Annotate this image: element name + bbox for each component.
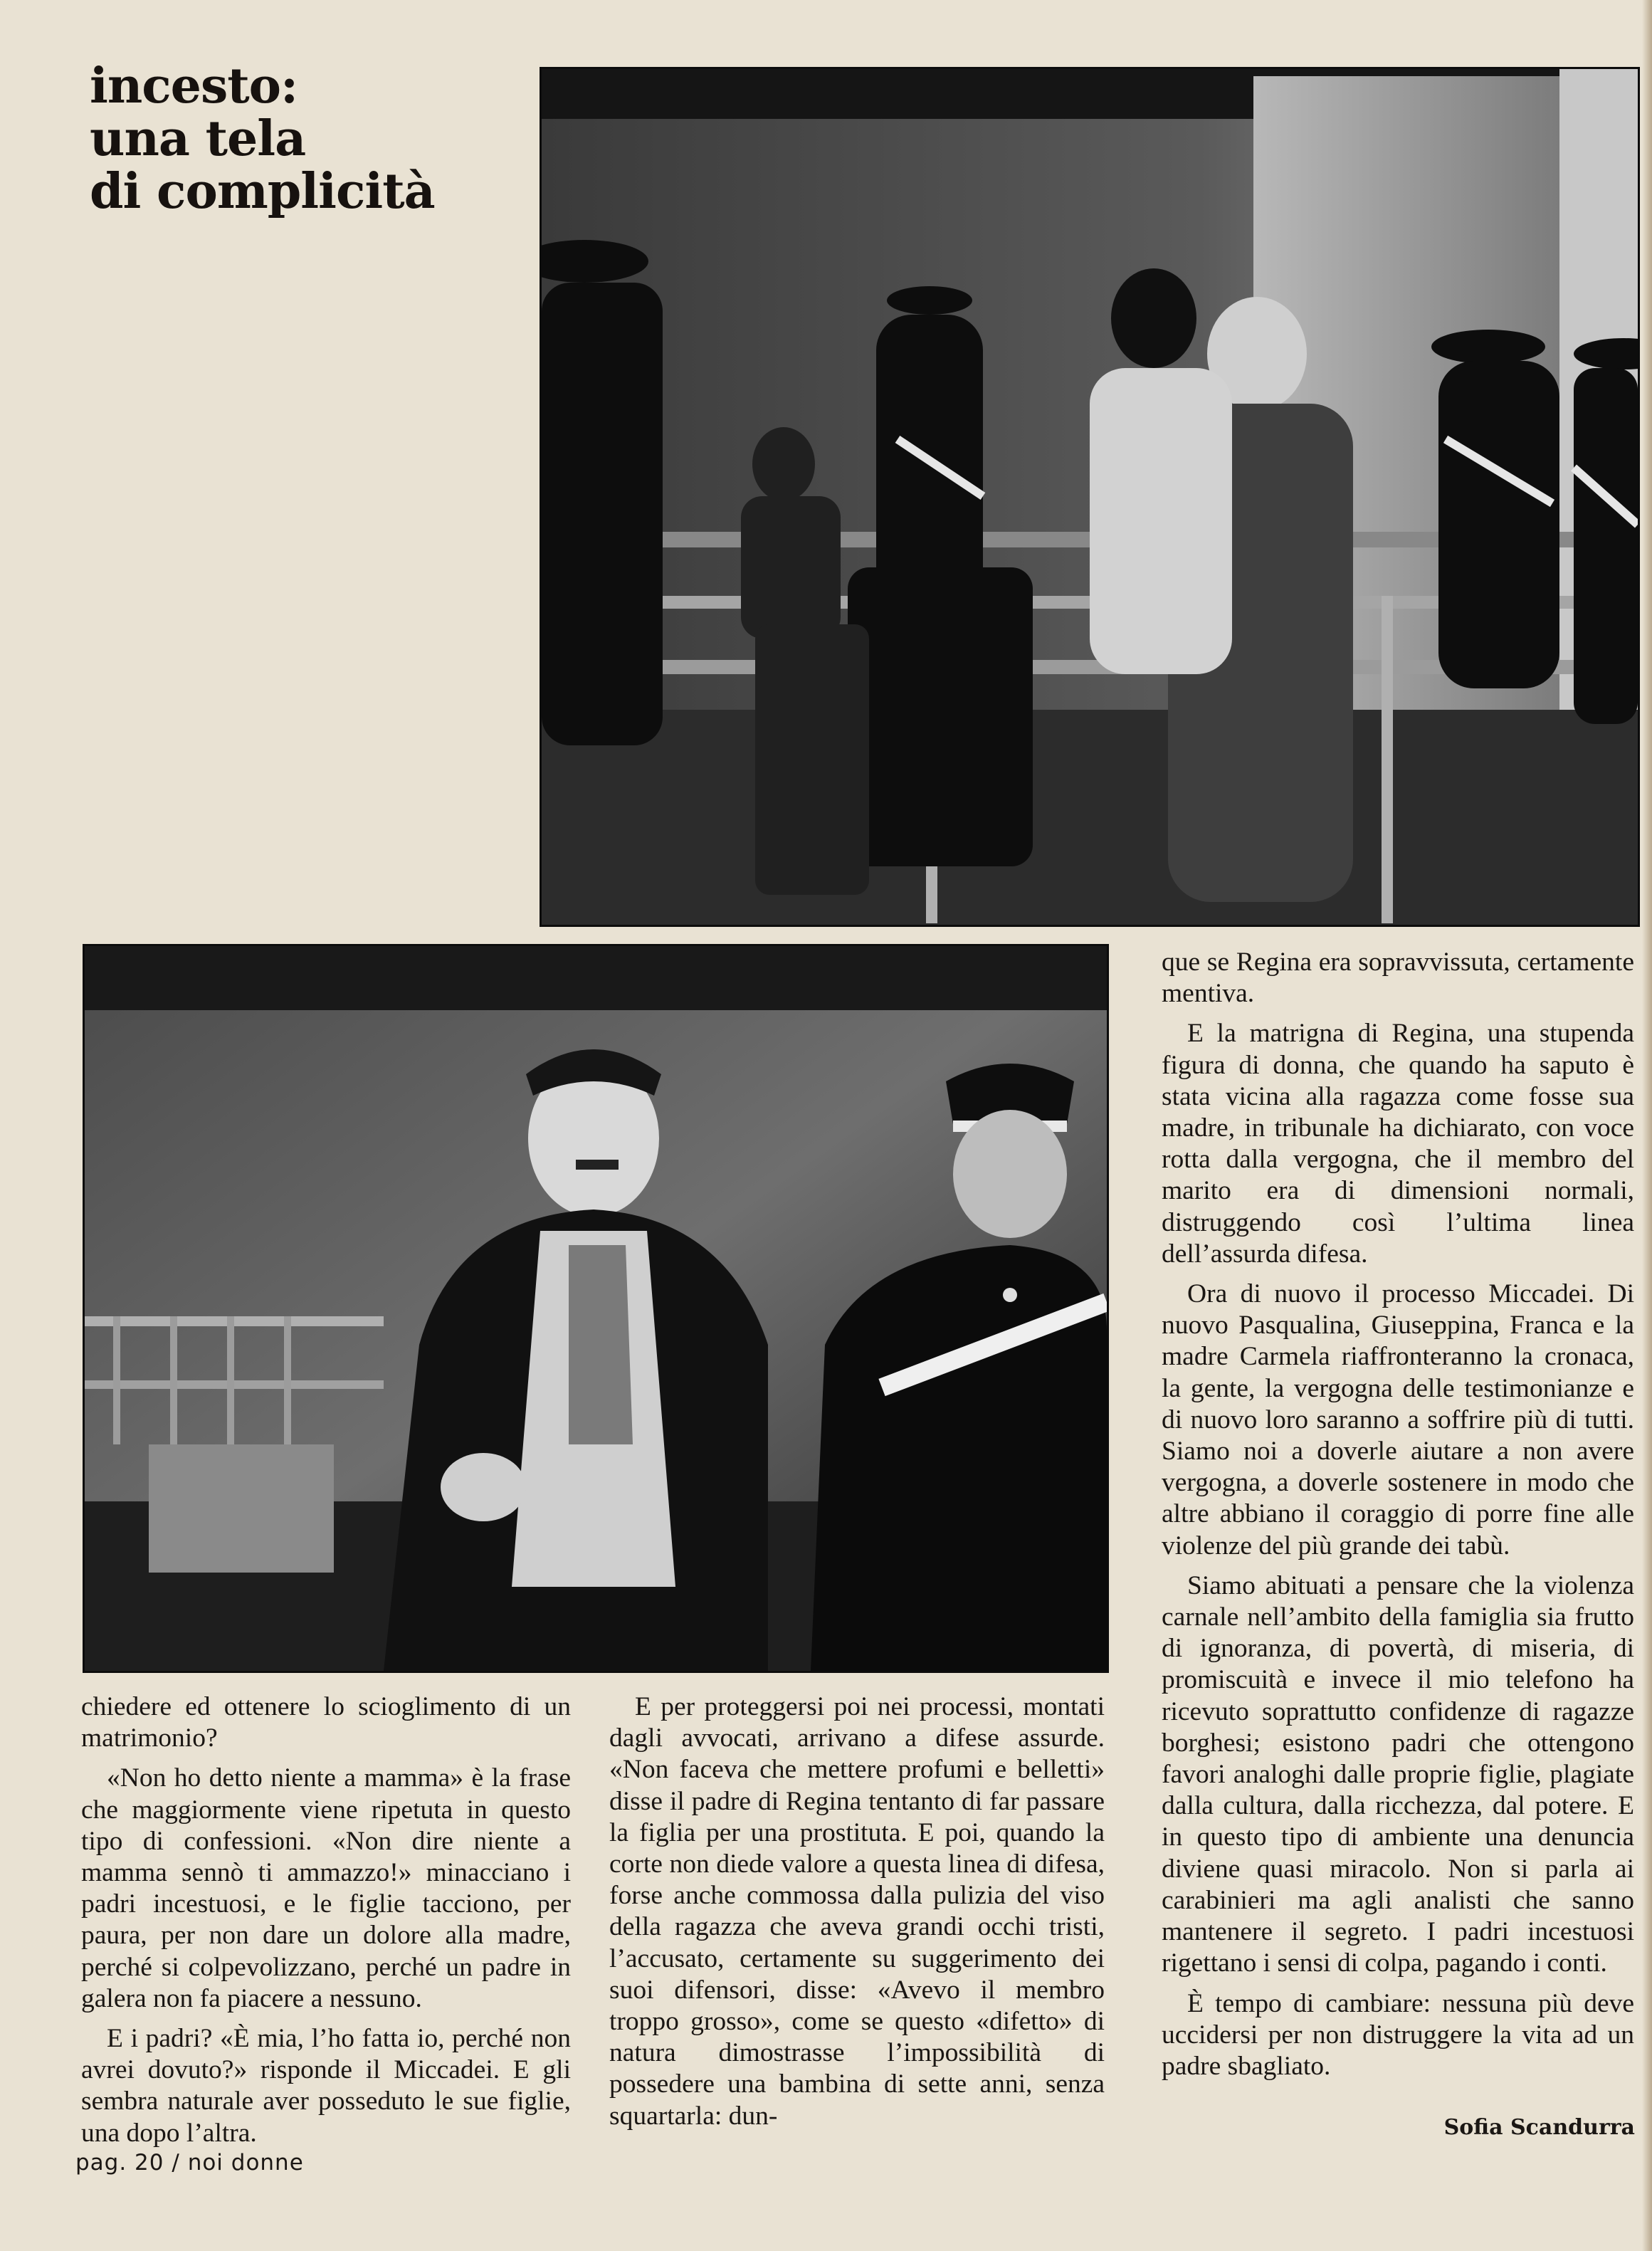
left-column-text [81, 1691, 571, 2149]
author-byline: Sofia Scandurra [1443, 2115, 1635, 2140]
left-paragraph-1: chiedere ed ottenere lo scioglimento di un matrimonio? [81, 1692, 571, 1753]
page-edge-shadow [1642, 0, 1652, 2251]
courtroom-photo-image [542, 69, 1638, 925]
right-paragraph-5: È tempo di cambiare: nessuna più deve uccidersi per non distruggere la vita ad un padre sbagliato. [1162, 1988, 1634, 2081]
right-paragraph-1: que se Regina era sopravvissuta, certamente mentiva. [1162, 948, 1634, 1009]
right-column-text [1162, 947, 1634, 2082]
defendant-photo-image [85, 946, 1107, 1671]
middle-paragraph-1: E per proteggersi poi nei processi, montati dagli avvocati, arrivano a difese assurde. «Non faceva che mettere profumi e belletti» disse il padre di Regina tentanto di far passare la figlia per una prostituta. E poi, quando la corte non diede valore a questa linea di difesa, forse anche commossa dalla pulizia del viso della ragazza che aveva grandi occhi tristi, l’accusato, certamente su suggerimento dei suoi difensori, disse: «Avevo il membro troppo grosso», come se questo «difetto» di natura dimostrasse l’impossibilità di possedere una bambina di sette anni, senza squartarla: dun- [609, 1692, 1105, 2131]
headline-line-3: di complicità [90, 163, 435, 220]
middle-defendant-photo [83, 944, 1109, 1673]
headline-line-2: una tela [90, 110, 306, 167]
left-paragraph-3: E i padri? «È mia, l’ho fatta io, perché non avrei dovuto?» risponde il Miccadei. E gli sembra naturale aver posseduto le sue figlie, una dopo l’altra. [81, 2024, 571, 2148]
right-paragraph-2: E la matrigna di Regina, una stupenda figura di donna, che quando ha saputo è stata vicina alla ragazza come fosse sua madre, in tribunale ha dichiarato, con voce rotta dalla vergogna, che il membro del marito era di dimensioni normali, distruggendo così l’ultima linea dell’assurda difesa. [1162, 1019, 1634, 1269]
headline-line-1: incesto: [90, 58, 298, 115]
article-headline [90, 60, 488, 218]
magazine-name: noi donne [187, 2150, 304, 2176]
page-number: pag. 20 [75, 2150, 164, 2176]
top-courtroom-photo [540, 67, 1640, 927]
middle-column-text [609, 1691, 1105, 2132]
right-paragraph-4: Siamo abituati a pensare che la violenza carnale nell’ambito della famiglia sia frutto di ignoranza, di povertà, di miseria, di promiscuità e invece il mio telefono ha ricevuto soprattutto confidenze di ragazze borghesi; esistono padri che ottengono favori analoghi dalle proprie figlie, plagiate dalla cultura, dalla ricchezza, dal potere. E in questo tipo di ambiente una denuncia diviene quasi miracolo. Non si parla ai carabinieri ma agli analisti che sanno mantenere il segreto. I padri incestuosi rigettano i sensi di colpa, pagando i conti. [1162, 1570, 1634, 1978]
footer-separator: / [172, 2150, 180, 2176]
right-paragraph-3: Ora di nuovo il processo Miccadei. Di nuovo Pasqualina, Giuseppina, Franca e la madre Carmela riaffronteranno la cronaca, la gente, la vergogna delle testimonianze e di nuovo loro saranno a soffrire più di tutti. Siamo noi a doverle aiutare a non avere vergogna, a doverle sostenere in modo che altre abbiano il coraggio di porre fine alle violenze del più grande dei tabù. [1162, 1279, 1634, 1560]
page-footer [75, 2150, 304, 2176]
left-paragraph-2: «Non ho detto niente a mamma» è la frase che maggiormente viene ripetuta in questo tipo di confessioni. «Non dire niente a mamma sennò ti ammazzo!» minacciano i padri incestuosi, e le figlie tacciono, per paura, per non dare un dolore alla madre, perché si colpevolizzano, perché un padre in galera non fa piacere a nessuno. [81, 1763, 571, 2013]
